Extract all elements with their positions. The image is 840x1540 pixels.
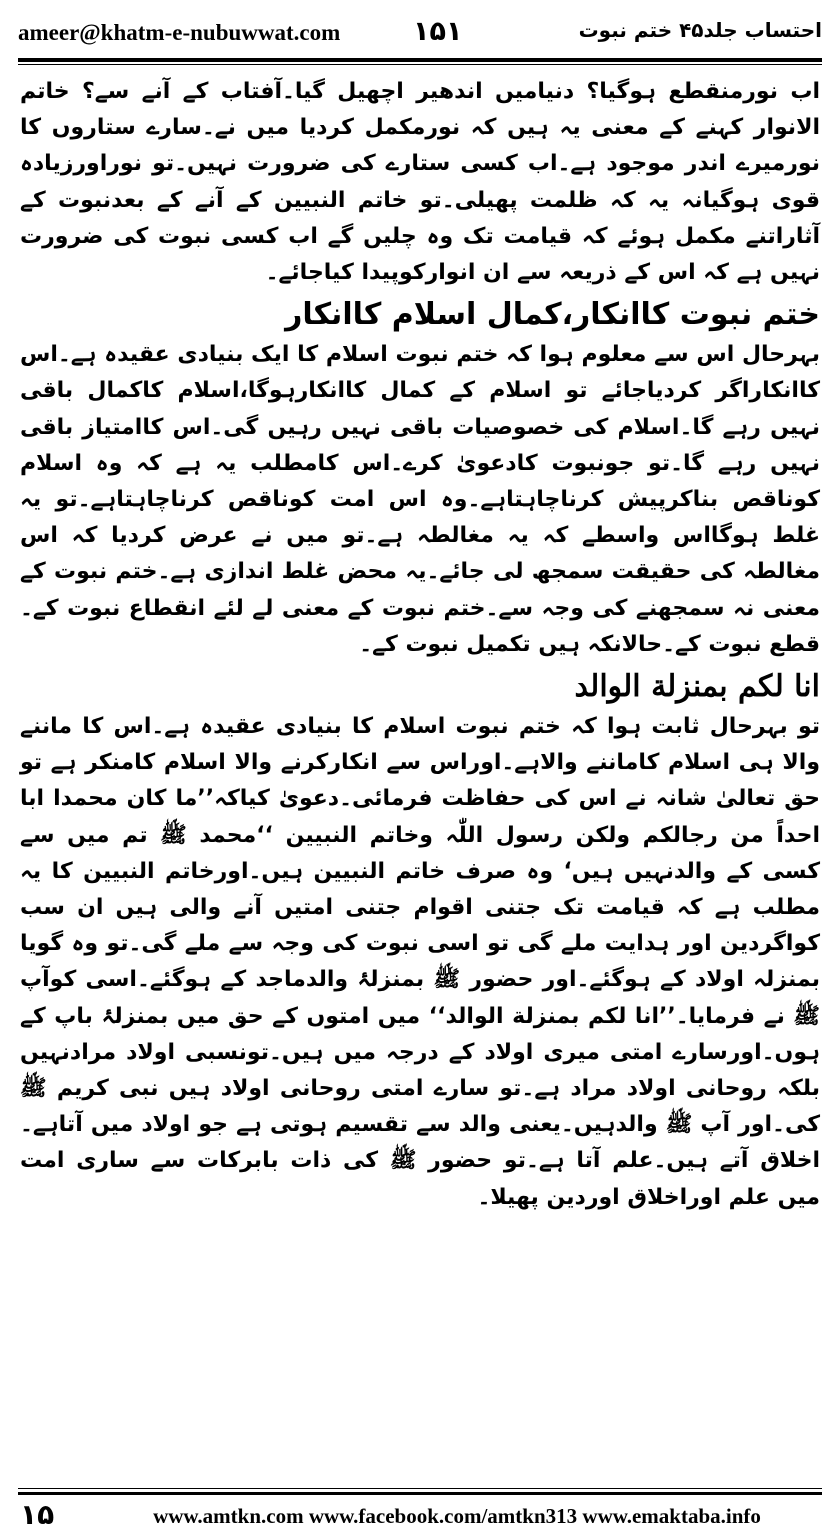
footer-volume-number: ۱۵ xyxy=(20,1498,55,1531)
footer-divider-thick xyxy=(18,1492,822,1495)
footer-divider-thin xyxy=(18,1488,822,1489)
book-title: احتساب جلد۴۵ ختم نبوت xyxy=(578,18,822,42)
page-number: ۱۵۱ xyxy=(413,16,463,47)
paragraph-intro: اب نورمنقطع ہوگیا؟ دنیامیں اندھیر اچھیل گیا۔آفتاب کے آنے سے؟ خاتم الانوار کہنے کے معنی یہ ہیں کہ نورمکمل کردیا میں نے۔سارے ستاروں کا نورمیرے اندر موجود ہے۔اب کسی ستارے کی ضرورت نہیں۔تو نوراورزیادہ قوی ہوگیانہ یہ کہ ظلمت پھیلی۔تو خاتم النبیین کے آنے کے بعدنبوت کے آثاراتنے مکمل ہوئے کہ قیامت تک وہ چلیں گے اب کسی نبوت کی ضرورت نہیں ہے کہ اس کے ذریعہ سے ان انوارکوپیدا کیاجائے۔ xyxy=(20,79,820,286)
section-heading-father: انا لکم بمنزلة الوالد xyxy=(574,669,820,705)
page-body xyxy=(20,74,820,1216)
section-heading-denial: ختم نبوت کاانکار،کمال اسلام کاانکار xyxy=(285,297,820,333)
footer-links: www.amtkn.com www.facebook.com/amtkn313 www.emaktaba.info xyxy=(153,1504,761,1528)
paragraph-father: تو بہرحال ثابت ہوا کہ ختم نبوت اسلام کا بنیادی عقیدہ ہے۔اس کا ماننے والا ہی اسلام کاماننے والاہے۔اوراس سے انکارکرنے والا اسلام کامنکر ہے تو حق تعالیٰ شانہ نے اس کی حفاظت فرمائی۔دعویٰ کیاکہ’’ما کان محمدا ابا احداً من رجالکم ولکن رسول اللّٰہ وخاتم النبیین ‘‘محمد ﷺ تم میں سے کسی کے والدنہیں ہیں‘ وہ صرف خاتم النبیین ہیں۔اورخاتم النبیین کا یہ مطلب ہے کہ قیامت تک جتنی اقوام جتنی امتیں آنے والی ہیں ان سب کواگردین اور ہدایت ملے گی تو اسی نبوت کی وجہ سے ملے گی۔تو وہ گویا بمنزلہ اولاد کے ہوگئے۔اور حضور ﷺ بمنزلۂ والدماجد کے ہوگئے۔اسی کوآپ ﷺ نے فرمایا۔’’انا لکم بمنزلة الوالد‘‘ میں امتوں کے حق میں بمنزلۂ باپ کے ہوں۔اورسارے امتی میری اولاد کے درجہ میں ہیں۔تونسبی اولاد مرادنہیں بلکہ روحانی اولاد مراد ہے۔تو سارے امتی روحانی اولاد ہیں نبی کریم ﷺ کی۔اور آپ ﷺ والدہیں۔یعنی والد سے تقسیم ہوتی ہے جو اولاد میں آتاہے۔اخلاق آتے ہیں۔علم آتا ہے۔تو حضور ﷺ کی ذات بابرکات سے ساری امت میں علم اوراخلاق اوردین پھیلا۔ xyxy=(20,714,820,1210)
header-divider-thin xyxy=(18,64,822,65)
header-email: ameer@khatm-e-nubuwwat.com xyxy=(18,20,341,45)
page-footer xyxy=(0,1488,840,1540)
header-divider-thick xyxy=(18,58,822,62)
paragraph-denial: بہرحال اس سے معلوم ہوا کہ ختم نبوت اسلام کا ایک بنیادی عقیدہ ہے۔اس کاانکاراگر کردیاجائے تو اسلام کے کمال کاانکارہوگا،اسلام کاکمال باقی نہیں رہے گا۔اسلام کی خصوصیات باقی نہیں رہیں گی۔اس کاامتیاز باقی نہیں رہے گا۔تو جونبوت کادعویٰ کرے۔اس کامطلب یہ ہے کہ وہ اسلام کوناقص بناکرپیش کرناچاہتاہے۔وہ اس امت کوناقص کرناچاہتاہے۔تو یہ غلط ہوگااس واسطے کہ یہ مغالطہ ہے۔تو میں نے عرض کردیا کہ اس مغالطہ کی حقیقت سمجھ لی جائے۔یہ محض غلط اندازی ہے۔ختم نبوت کے معنی نہ سمجھنے کی وجہ سے۔ختم نبوت کے معنی لے لئے انقطاع نبوت کے۔قطع نبوت کے۔حالانکہ ہیں تکمیل نبوت کے۔ xyxy=(20,342,820,657)
page-header xyxy=(18,14,822,58)
